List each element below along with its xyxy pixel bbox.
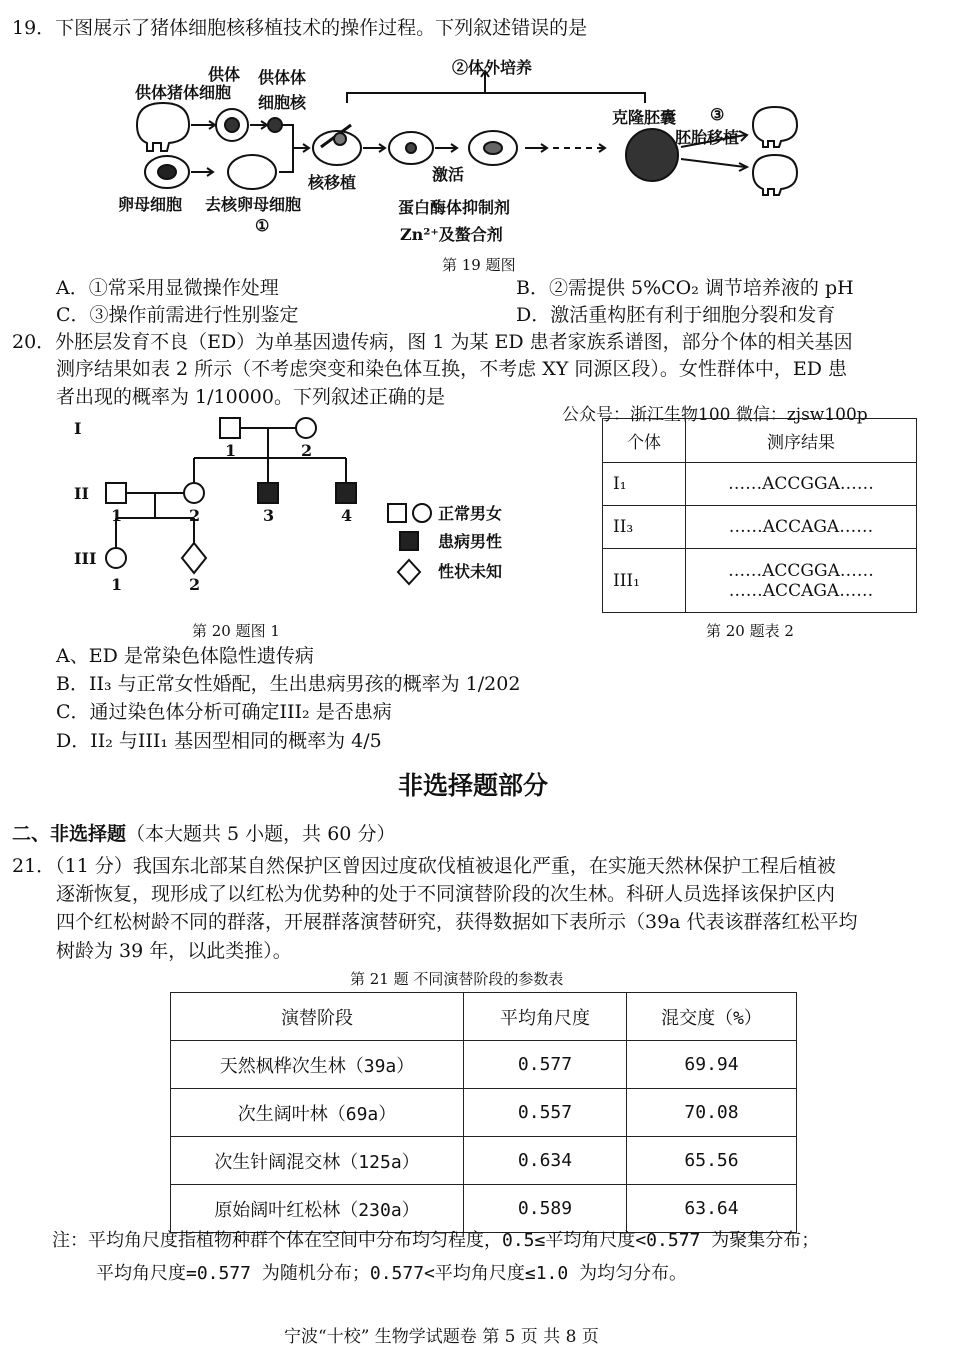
q20-table-caption: 第 20 题表 2 (706, 622, 794, 640)
q20-fig-caption: 第 20 题图 1 (192, 622, 280, 640)
label-blastocyst: 克隆胚囊 (612, 108, 677, 127)
t2-res: ……ACCAGA…… (686, 506, 917, 549)
q19-option-d[interactable]: D．激活重构胚有利于细胞分裂和发育 (516, 304, 836, 326)
num-II2: 2 (189, 506, 201, 525)
t2-res-multi (686, 549, 917, 613)
part2-title: 二、非选择题 (12, 823, 127, 845)
pig-icon (137, 103, 189, 151)
t21-cell: 0.557 (464, 1089, 627, 1137)
donor-nucleus (268, 118, 282, 132)
legend-affected: 患病男性 (438, 532, 503, 551)
num-III2: 2 (189, 575, 201, 594)
q21-line-2: 逐渐恢复，现形成了以红松为优势种的处于不同演替阶段的次生林。科研人员选择该保护区内 (56, 883, 836, 905)
pedigree-III1 (106, 548, 126, 568)
label-enucleated: 去核卵母细胞 (205, 195, 302, 214)
pedigree-II2 (184, 483, 204, 503)
t21-cell: 65.56 (627, 1137, 797, 1185)
t2-header-result: 测序结果 (686, 419, 917, 463)
watermark: 公众号：浙江生物100 微信：zjsw100p (562, 405, 868, 425)
num-II4: 4 (341, 506, 353, 525)
q19-stem: 19．下图展示了猪体细胞核移植技术的操作过程。下列叙述错误的是 (12, 17, 588, 39)
t21-cell: 70.08 (627, 1089, 797, 1137)
pedigree-II3 (258, 483, 278, 503)
num-II1: 1 (111, 506, 123, 525)
pedigree-II1 (106, 483, 126, 503)
q19-caption: 第 19 题图 (442, 256, 516, 274)
t21-header: 混交度（%） (627, 993, 797, 1041)
t21-header: 演替阶段 (171, 993, 464, 1041)
label-nucleus: 细胞核 (258, 93, 307, 112)
label-inhibitor: 蛋白酶体抑制剂 (398, 198, 511, 217)
pedigree-III2 (182, 543, 206, 573)
gen-III: III (74, 549, 97, 568)
t21-cell: 次生阔叶林（69a） (171, 1089, 464, 1137)
piglet-icon (753, 107, 797, 147)
label-activate: 激活 (432, 165, 465, 184)
q20-stem-2: 测序结果如表 2 所示（不考虑突变和染色体互换，不考虑 XY 同源区段）。女性群体中，ED 患 (56, 358, 847, 380)
gen-I: I (74, 419, 82, 438)
t21-cell: 原始阔叶红松林（230a） (171, 1185, 464, 1233)
t21-cell: 天然枫桦次生林（39a） (171, 1041, 464, 1089)
q21-table (170, 992, 797, 1233)
q20-option-c[interactable]: C．通过染色体分析可确定III₂ 是否患病 (56, 701, 392, 723)
label-step1: ① (255, 216, 270, 235)
piglet-icon (753, 155, 797, 195)
t21-cell: 次生针阔混交林（125a） (171, 1137, 464, 1185)
label-step2: ②体外培养 (452, 58, 533, 77)
q19-option-c[interactable]: C．③操作前需进行性别鉴定 (56, 304, 299, 326)
label-zn: Zn²⁺及螯合剂 (400, 225, 503, 244)
q21-line-4: 树龄为 39 年，以此类推）。 (56, 940, 292, 962)
num-III1: 1 (111, 575, 123, 594)
t2-ind: II₃ (603, 506, 686, 549)
q21-table-title: 第 21 题 不同演替阶段的参数表 (350, 970, 564, 988)
t2-header-individual: 个体 (603, 419, 686, 463)
q21-line-3: 四个红松树龄不同的群落，开展群落演替研究，获得数据如下表所示（39a 代表该群落红松平均 (56, 911, 858, 933)
label-donor: 供体 (208, 65, 241, 84)
pedigree-I2 (296, 418, 316, 438)
label-step3: ③ (710, 105, 725, 124)
q20-option-b[interactable]: B．II₃ 与正常女性婚配，生出患病男孩的概率为 1/202 (56, 673, 521, 695)
t21-cell: 0.577 (464, 1041, 627, 1089)
part2-heading (12, 820, 395, 848)
q21-note-1: 注：平均角尺度指植物种群个体在空间中分布均匀程度，0.5≤平均角尺度<0.577 为聚集分布； (52, 1230, 820, 1251)
label-donor-nucleus: 供体体 (258, 68, 307, 87)
label-donor-pig-cell: 供体猪体细胞 (135, 83, 232, 102)
t2-res-line: ……ACCAGA…… (728, 580, 874, 601)
t21-header: 平均角尺度 (464, 993, 627, 1041)
t2-ind: I₁ (603, 463, 686, 506)
label-nuclear-transfer: 核移植 (308, 173, 357, 192)
q20-stem-3: 者出现的概率为 1/10000。下列叙述正确的是 (56, 386, 445, 408)
legend-normal: 正常男女 (438, 504, 503, 523)
page-footer: 宁波“十校” 生物学试题卷 第 5 页 共 8 页 (284, 1327, 599, 1347)
q19-option-b[interactable]: B．②需提供 5%CO₂ 调节培养液的 pH (516, 277, 854, 299)
t21-cell: 63.64 (627, 1185, 797, 1233)
q19-option-a[interactable]: A．①常采用显微操作处理 (56, 277, 279, 299)
t2-res-line: ……ACCGGA…… (728, 560, 874, 581)
legend-unknown: 性状未知 (438, 562, 503, 581)
label-oocyte: 卵母细胞 (118, 195, 183, 214)
pedigree-I1 (220, 418, 240, 438)
enucleated-oocyte (228, 155, 276, 189)
t21-cell: 69.94 (627, 1041, 797, 1089)
t21-cell: 0.634 (464, 1137, 627, 1185)
gen-II: II (74, 484, 89, 503)
q20-stem-1: 20．外胚层发育不良（ED）为单基因遗传病，图 1 为某 ED 患者家族系谱图，部分个体的相关基因 (12, 331, 853, 353)
pedigree-chart (70, 410, 550, 600)
num-I2: 2 (301, 441, 313, 460)
q20-table (602, 418, 917, 613)
part2-note: （本大题共 5 小题，共 60 分） (126, 823, 396, 845)
q21-note-2: 平均角尺度=0.577 为随机分布；0.577<平均角尺度≤1.0 为均匀分布。 (96, 1263, 688, 1284)
t2-ind: III₁ (603, 549, 686, 613)
label-embryo-transfer: 胚胎移植 (675, 128, 740, 147)
q20-option-a[interactable]: A、ED 是常染色体隐性遗传病 (56, 645, 314, 667)
q21-line-1: 21．（11 分）我国东北部某自然保护区曾因过度砍伐植被退化严重，在实施天然林保护工程后植被 (12, 855, 836, 877)
blastocyst (626, 129, 678, 181)
t2-res: ……ACCGGA…… (686, 463, 917, 506)
num-II3: 3 (263, 506, 275, 525)
q20-option-d[interactable]: D．II₂ 与III₁ 基因型相同的概率为 4/5 (56, 730, 382, 752)
pedigree-II4 (336, 483, 356, 503)
t21-cell: 0.589 (464, 1185, 627, 1233)
section-title: 非选择题部分 (398, 771, 549, 800)
num-I1: 1 (225, 441, 237, 460)
